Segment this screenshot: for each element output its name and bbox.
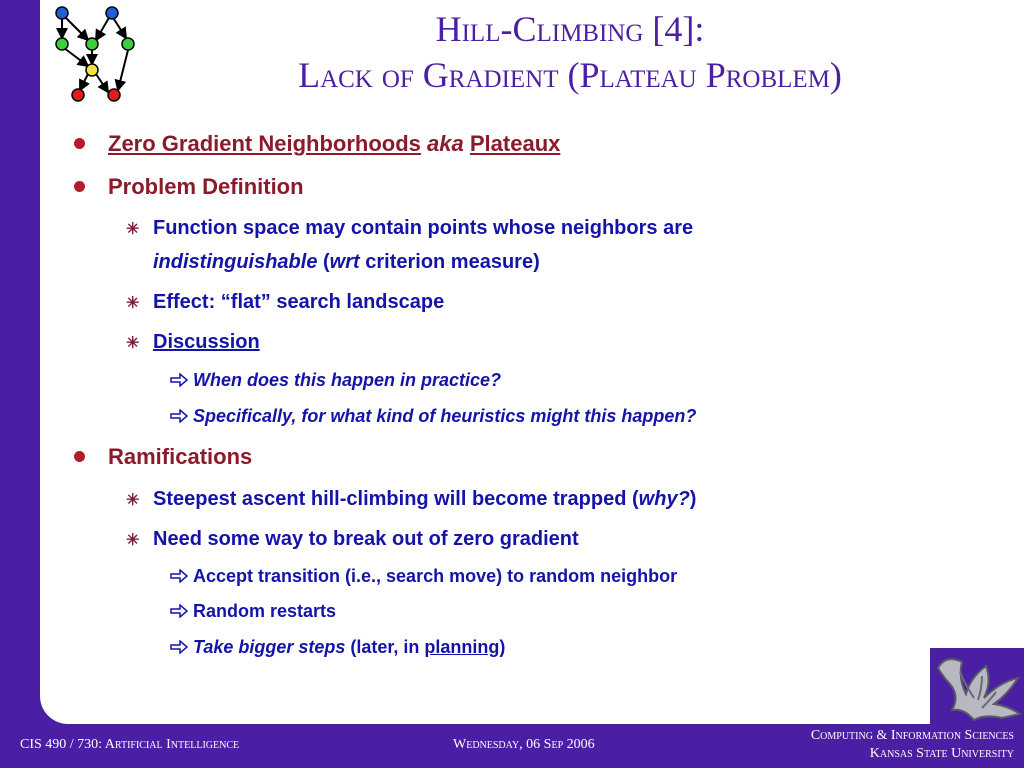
outline-arrow-icon <box>170 373 188 387</box>
bullet-ramifications: Ramifications <box>108 444 253 469</box>
footer-course: CIS 490 / 730: Artificial Intelligence <box>20 737 240 752</box>
bullet-problem-definition: Problem Definition <box>108 174 304 199</box>
asterisk-icon: ✳ <box>126 335 140 352</box>
link-plateaux[interactable]: Plateaux <box>469 131 561 156</box>
asterisk-icon: ✳ <box>126 295 140 312</box>
asterisk-icon: ✳ <box>126 492 140 509</box>
footer-dept: Computing & Information Sciences <box>810 728 1014 743</box>
asterisk-icon: ✳ <box>126 221 140 238</box>
footer <box>0 724 1024 768</box>
outline-arrow-icon <box>170 604 188 618</box>
bullet-random-restarts: Random restarts <box>193 601 337 621</box>
footer-date: Wednesday, 06 Sep 2006 <box>453 737 595 752</box>
bullet-when-happen: When does this happen in practice? <box>193 370 502 390</box>
bullet-zero-gradient <box>108 131 560 157</box>
outline-arrow-icon <box>170 409 188 423</box>
bullet-dot-icon <box>74 138 85 149</box>
bullet-dot-icon <box>74 181 85 192</box>
title-line-2: Lack of Gradient (Plateau Problem) <box>298 55 842 95</box>
asterisk-icon: ✳ <box>126 532 140 549</box>
outline-arrow-icon <box>170 569 188 583</box>
bullet-break-out: Need some way to break out of zero gradient <box>153 528 579 550</box>
link-planning[interactable]: planning <box>424 637 500 657</box>
link-zero-gradient[interactable]: Zero Gradient Neighborhoods <box>108 131 421 156</box>
bullet-accept-transition: Accept transition (i.e., search move) to random neighbor <box>193 566 678 586</box>
footer-univ: Kansas State University <box>869 746 1014 761</box>
aka-text: aka <box>427 131 464 156</box>
link-discussion[interactable]: Discussion <box>153 331 260 353</box>
bullet-steepest-ascent: Steepest ascent hill-climbing will become trapped (why?) <box>153 488 697 510</box>
bullet-function-space-cont: indistinguishable (wrt criterion measure) <box>153 251 540 273</box>
bullet-which-heuristics: Specifically, for what kind of heuristics might this happen? <box>193 406 697 426</box>
bullet-bigger-steps: Take bigger steps (later, in planning) <box>193 637 506 657</box>
outline-arrow-icon <box>170 640 188 654</box>
bullet-dot-icon <box>74 451 85 462</box>
bullet-effect: Effect: “flat” search landscape <box>153 291 445 313</box>
wildcat-logo <box>930 648 1024 724</box>
title-line-1: Hill-Climbing [4]: <box>435 9 705 49</box>
bullet-function-space: Function space may contain points whose neighbors are <box>153 217 694 239</box>
